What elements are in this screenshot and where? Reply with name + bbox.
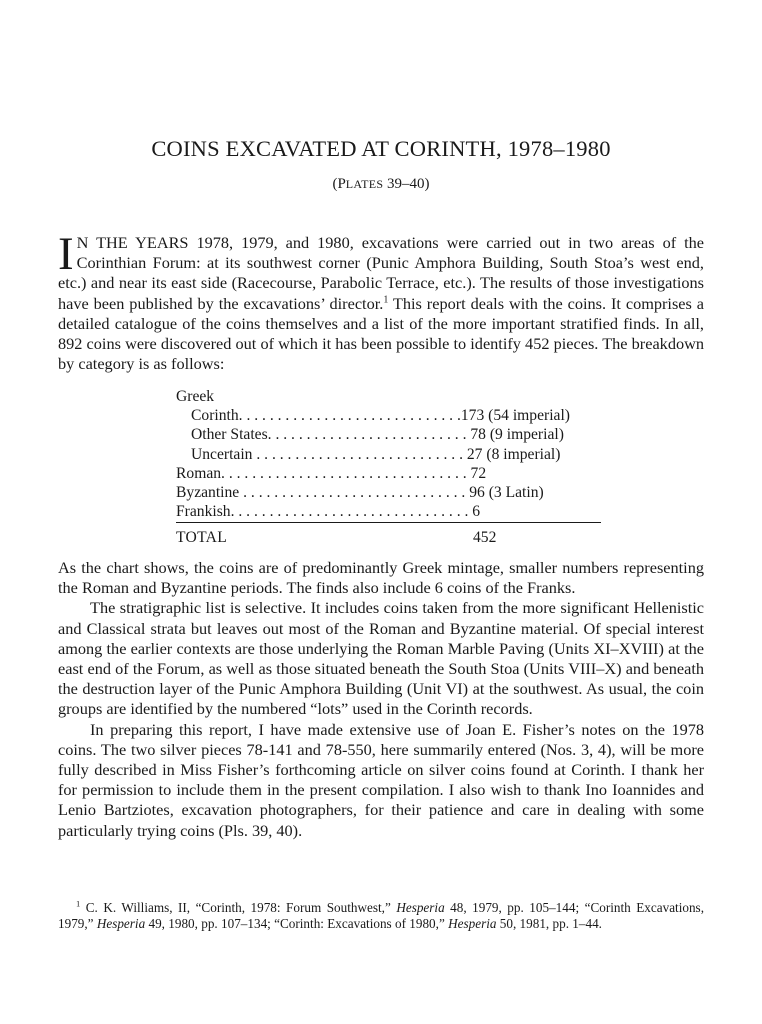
- table-row: Other States. . . . . . . . . . . . . . . . . . . . . . . . . . 78 (9 imperial): [191, 426, 564, 444]
- plates-open: (P: [332, 176, 346, 192]
- footnote-text: C. K. Williams, II, “Corinth, 1978: Forum Southwest,”: [80, 900, 397, 915]
- total-label: TOTAL: [176, 529, 228, 546]
- table-row: Byzantine . . . . . . . . . . . . . . . . . . . . . . . . . . . . . 96 (3 Latin): [176, 483, 544, 501]
- footnote-marker: 1: [76, 898, 81, 909]
- total-divider: [176, 522, 601, 523]
- intro-text-2: This report deals with the coins. It comprises a detailed catalogue of the coins themselves and a list of the more important stratified finds. In all, 892 coins were discovered out of which it has been possible to identify 452 pieces. The breakdown by category is as follows:: [58, 293, 704, 374]
- journal-title: Hesperia: [96, 916, 146, 932]
- table-row: Frankish. . . . . . . . . . . . . . . . . . . . . . . . . . . . . . . 6: [176, 503, 481, 521]
- table-row: Roman. . . . . . . . . . . . . . . . . . . . . . . . . . . . . . . . 72: [176, 464, 487, 482]
- drop-cap: I: [58, 228, 74, 280]
- table-row: Greek: [176, 388, 215, 405]
- body-text: [58, 558, 704, 841]
- table-row: Uncertain . . . . . . . . . . . . . . . . . . . . . . . . . . . 27 (8 imperial): [191, 445, 561, 463]
- plates-smallcaps: LATES: [345, 177, 384, 191]
- intro-text-1: N THE YEARS 1978, 1979, and 1980, excavations were carried out in two areas of the Corinthian Forum: at its southwest corner (Punic Amphora Building, South Stoa’s west end, etc.) and near its east side (Racecourse, Parabolic Terrace, etc.). The results of those investigations have been published by the excavations’ director.: [58, 233, 704, 313]
- total-value: 452: [473, 529, 497, 546]
- table-row: Corinth. . . . . . . . . . . . . . . . . . . . . . . . . . . . .173 (54 imperial): [191, 407, 570, 425]
- paragraph: The stratigraphic list is selective. It includes coins taken from the more significant Hellenistic and Classical strata but leaves out most of the Roman and Byzantine material. Of special interest among the earlier contexts are those underlying the Roman Marble Paving (Units XI–XVIII) at the east end of the Forum, as well as those situated beneath the South Stoa (Units VIII–X) and beneath the destruction layer of the Punic Amphora Building (Unit VI) at the southwest. As usual, the coin groups are identified by the numbered “lots” used in the Corinth records.: [58, 598, 704, 719]
- footnote-text: 50, 1981, pp. 1–44.: [496, 916, 602, 932]
- journal-title: Hesperia: [396, 900, 445, 915]
- total-row: [176, 528, 601, 547]
- plates-rest: 39–40): [383, 176, 430, 192]
- footnote-reference[interactable]: 1: [383, 294, 389, 306]
- footnote: [58, 900, 704, 932]
- article-title: COINS EXCAVATED AT CORINTH, 1978–1980: [151, 136, 611, 161]
- plates-reference: [58, 175, 704, 193]
- coin-breakdown-table: [176, 387, 601, 546]
- journal-title: Hesperia: [448, 916, 497, 932]
- paragraph: In preparing this report, I have made extensive use of Joan E. Fisher’s notes on the 1978 coins. The two silver pieces 78-141 and 78-550, here summarily entered (Nos. 3, 4), will be more fully described in Miss Fisher’s forthcoming article on silver coins found at Corinth. I thank her for permission to include them in the present compilation. I also wish to thank Ino Ioannides and Lenio Bartziotes, excavation photographers, for their patience and care in dealing with some particularly trying coins (Pls. 39, 40).: [58, 719, 704, 840]
- paragraph: As the chart shows, the coins are of predominantly Greek mintage, smaller numbers representing the Roman and Byzantine periods. The finds also include 6 coins of the Franks.: [58, 558, 704, 598]
- footnote-text: 49, 1980, pp. 107–134; “Corinth: Excavations of 1980,”: [145, 916, 449, 932]
- footnote-text: 48, 1979, pp. 105–144; “Corinth Excavations, 1979,”: [58, 900, 704, 932]
- intro-paragraph: [58, 228, 704, 374]
